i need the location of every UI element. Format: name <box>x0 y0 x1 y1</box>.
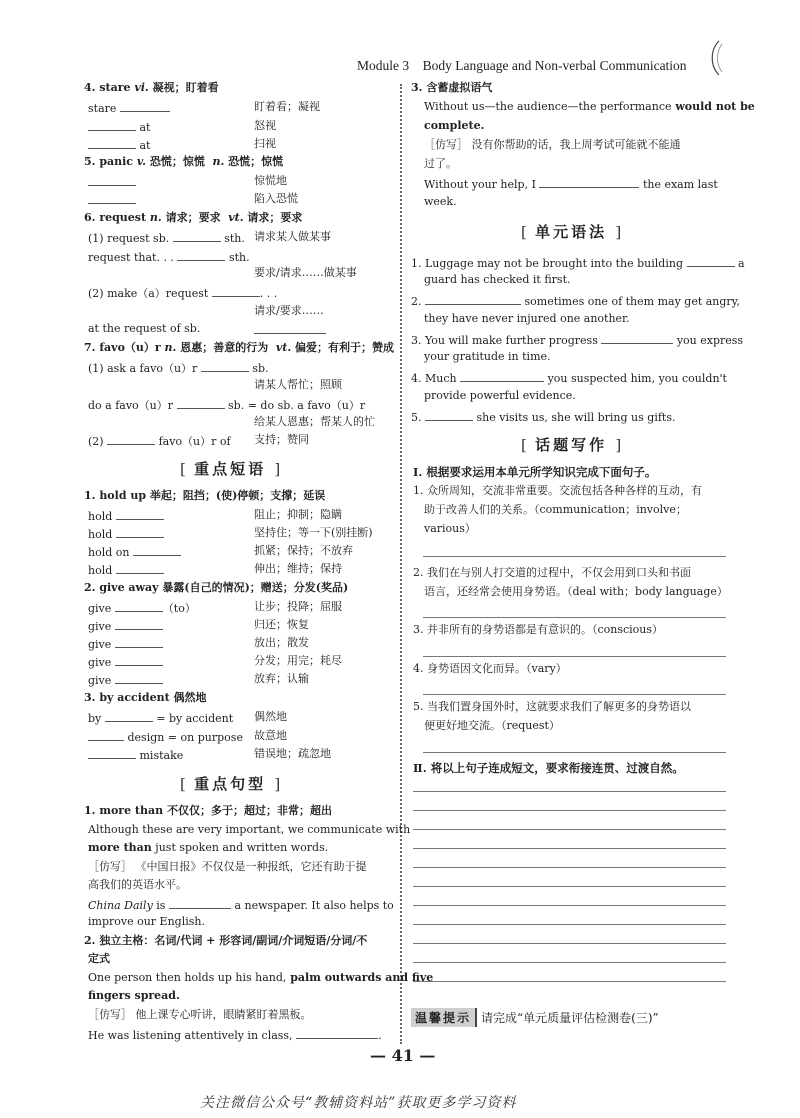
grammar-q3-line-1: 3. You will make further progress you express <box>411 334 744 347</box>
essay-line-9[interactable] <box>413 943 726 944</box>
essay-line-1[interactable] <box>413 791 726 792</box>
essay-line-5[interactable] <box>413 867 726 868</box>
favour-row-5-cn: 支持；赞同 <box>254 433 309 446</box>
blank[interactable] <box>460 370 544 382</box>
blank[interactable] <box>88 747 136 759</box>
blank[interactable] <box>133 544 181 556</box>
absolute-imitate-2: He was listening attentively in class, . <box>88 1029 382 1042</box>
entry-favour-title: 7. favo（u）r n. 恩惠；善意的行为 vt. 偏爱；有利于；赞成 <box>84 341 395 354</box>
grammar-q1-line-1: 1. Luggage may not be brought into the building a <box>411 257 745 270</box>
writing-q2-line-2: 语言，还经常会使用身势语。（deal with；body language） <box>424 585 728 598</box>
favour-row-2-cn: 请某人帮忙；照顾 <box>254 378 342 391</box>
hold-row-3: hold on <box>88 544 181 560</box>
essay-line-2[interactable] <box>413 810 726 811</box>
blank[interactable] <box>539 176 639 188</box>
request-row-1: (1) request sb. sth. <box>88 232 245 245</box>
writing-q5-line-2: 便更好地交流。（request） <box>424 719 560 732</box>
subj-line-2: complete. <box>424 119 485 132</box>
essay-line-7[interactable] <box>413 905 726 906</box>
answer-line-1[interactable] <box>423 556 726 557</box>
writing-q3: 3. 并非所有的身势语都是有意识的。（conscious） <box>413 623 664 636</box>
panic-row-1-cn: 惊慌地 <box>254 174 287 187</box>
hold-row-2-cn: 坚持住；等一下(别挂断) <box>254 526 373 539</box>
phrase-by-accident-title: 3. by accident 偶然地 <box>84 691 207 704</box>
request-row-4: (2) make（a）request . . . <box>88 287 278 300</box>
writing-q1-line-3: various） <box>424 522 476 535</box>
accident-row-1: by = by accident <box>88 712 234 725</box>
absolute-imitate-1: ［仿写］ 他上课专心听讲，眼睛紧盯着黑板。 <box>88 1008 312 1021</box>
absolute-line-1: One person then holds up his hand, palm outwards and five <box>88 971 434 984</box>
pattern-more-than-title: 1. more than 不仅仅；多于；超过；非常；超出 <box>84 804 332 817</box>
blank[interactable] <box>254 322 326 334</box>
reminder-label: 温馨提示 <box>411 1008 477 1027</box>
column-divider <box>400 84 402 1044</box>
give-row-2: give <box>88 618 163 634</box>
writing-q1-line-2: 助于改善人们的关系。（communication；involve； <box>424 503 687 516</box>
subj-imitate-1: ［仿写］ 没有你帮助的话，我上周考试可能就不能通 <box>424 138 681 151</box>
stare-row-3: at <box>88 137 150 153</box>
blank[interactable] <box>107 433 155 445</box>
more-than-imitate-2: 高我们的英语水平。 <box>88 878 187 891</box>
hold-row-4: hold <box>88 562 164 578</box>
blank[interactable] <box>115 618 163 630</box>
accident-row-3: mistake <box>88 747 183 763</box>
blank[interactable] <box>105 710 153 722</box>
writing-q5-line-1: 5. 当我们置身国外时，这就要求我们了解更多的身势语以 <box>413 700 691 713</box>
blank[interactable] <box>88 729 124 741</box>
accident-row-3-cn: 错误地；疏忽地 <box>254 747 331 760</box>
section-title-grammar: [ 单元语法 ] <box>521 223 622 241</box>
request-row-2: request that. . . sth. <box>88 251 250 264</box>
blank[interactable] <box>88 137 136 149</box>
blank[interactable] <box>169 897 231 909</box>
essay-line-11[interactable] <box>413 981 726 982</box>
answer-line-5[interactable] <box>423 752 726 753</box>
section-title-sentences: [ 重点句型 ] <box>180 775 281 793</box>
essay-line-4[interactable] <box>413 848 726 849</box>
hold-row-1: hold <box>88 508 164 524</box>
writing-q4: 4. 身势语因文化而异。（vary） <box>413 662 567 675</box>
writing-part-1-heading: Ⅰ. 根据要求运用本单元所学知识完成下面句子。 <box>413 465 657 479</box>
answer-line-3[interactable] <box>423 656 726 657</box>
pattern-absolute-title-2: 定式 <box>88 952 110 965</box>
blank[interactable] <box>201 360 249 372</box>
panic-row-1 <box>88 174 136 190</box>
request-row-6-blank <box>254 322 326 338</box>
blank[interactable] <box>601 332 673 344</box>
hold-row-2: hold <box>88 526 164 542</box>
give-row-3-cn: 放出；散发 <box>254 636 309 649</box>
blank[interactable] <box>116 562 164 574</box>
blank[interactable] <box>116 526 164 538</box>
header-bracket-decoration <box>708 40 724 76</box>
give-row-3: give <box>88 636 163 652</box>
favour-row-1: (1) ask a favo（u）r sb. <box>88 362 269 375</box>
section-title-phrases: [ 重点短语 ] <box>180 460 281 478</box>
grammar-q4-line-1: 4. Much you suspected him, you couldn't <box>411 372 727 385</box>
blank[interactable] <box>88 119 136 131</box>
writing-q1-line-1: 1. 众所周知，交流非常重要。交流包括各种各样的互动，有 <box>413 484 702 497</box>
footer-promo-text: 关注微信公众号“教辅资料站”获取更多学习资料 <box>200 1095 517 1111</box>
blank[interactable] <box>177 249 225 261</box>
hold-row-3-cn: 抓紧；保持；不放弃 <box>254 544 353 557</box>
reminder-note <box>411 1008 659 1027</box>
request-row-3-cn: 要求/请求……做某事 <box>254 266 357 279</box>
request-row-6: at the request of sb. <box>88 322 201 335</box>
answer-line-2[interactable] <box>423 617 726 618</box>
stare-row-2-cn: 怒视 <box>254 119 276 132</box>
hold-row-1-cn: 阻止；抑制；隐瞒 <box>254 508 342 521</box>
page-number: — 41 — <box>370 1046 436 1065</box>
stare-row-2: at <box>88 119 150 135</box>
blank[interactable] <box>120 100 170 112</box>
blank[interactable] <box>425 409 473 421</box>
give-row-1-cn: 让步；投降；屈服 <box>254 600 342 613</box>
more-than-imitate-3: China Daily is a newspaper. It also helps to <box>88 899 394 912</box>
more-than-imitate-4: improve our English. <box>88 915 205 928</box>
blank[interactable] <box>425 293 521 305</box>
answer-line-4[interactable] <box>423 694 726 695</box>
give-row-1: give （to） <box>88 602 196 615</box>
favour-row-5: (2) favo（u）r of <box>88 435 231 448</box>
phrase-hold-up-title: 1. hold up 举起；阻挡；(使)停顿；支撑；延误 <box>84 489 326 502</box>
blank[interactable] <box>88 174 136 186</box>
absolute-line-2: fingers spread. <box>88 989 180 1002</box>
stare-row-1: stare <box>88 100 170 116</box>
more-than-imitate-1: ［仿写］ 《中国日报》不仅仅是一种报纸，它还有助于提 <box>88 860 367 873</box>
writing-q2-line-1: 2. 我们在与别人打交道的过程中，不仅会用到口头和书面 <box>413 566 691 579</box>
essay-line-3[interactable] <box>413 829 726 830</box>
subj-imitate-2: 过了。 <box>424 157 457 170</box>
grammar-q4-line-2: provide powerful evidence. <box>424 389 576 402</box>
grammar-q2-line-2: they have never injured one another. <box>424 312 630 325</box>
request-row-5-cn: 请求/要求…… <box>254 304 324 317</box>
entry-request-title: 6. request n. 请求；要求 vt. 请求；要求 <box>84 211 303 224</box>
give-row-5: give <box>88 672 163 688</box>
phrase-give-away-title: 2. give away 暴露(自己的情况)；赠送；分发(奖品) <box>84 581 349 594</box>
module-title: Module 3 Body Language and Non-verbal Communication <box>357 58 687 73</box>
blank[interactable] <box>212 285 260 297</box>
favour-row-4-cn: 给某人恩惠；帮某人的忙 <box>254 415 375 428</box>
more-than-line-2: more than just spoken and written words. <box>88 841 329 854</box>
blank[interactable] <box>115 636 163 648</box>
entry-panic-title: 5. panic v. 恐慌；惊慌 n. 恐慌；惊慌 <box>84 155 284 168</box>
stare-row-1-cn: 盯着看；凝视 <box>254 100 320 113</box>
hold-row-4-cn: 伸出；维持；保持 <box>254 562 342 575</box>
give-row-5-cn: 放弃；认输 <box>254 672 309 685</box>
favour-row-3: do a favo（u）r sb. = do sb. a favo（u）r <box>88 399 366 412</box>
stare-row-3-cn: 扫视 <box>254 137 276 150</box>
blank[interactable] <box>115 654 163 666</box>
page-header <box>0 0 800 80</box>
essay-line-10[interactable] <box>413 962 726 963</box>
pattern-absolute-title: 2. 独立主格：名词/代词 + 形容词/副词/介词短语/分词/不 <box>84 934 368 947</box>
give-row-4-cn: 分发；用完；耗尽 <box>254 654 342 667</box>
panic-row-2-cn: 陷入恐慌 <box>254 192 298 205</box>
grammar-q5-line-1: 5. she visits us, she will bring us gifts. <box>411 411 676 424</box>
accident-row-2-cn: 故意地 <box>254 729 287 742</box>
blank[interactable] <box>177 397 225 409</box>
grammar-q3-line-2: your gratitude in time. <box>424 350 551 363</box>
blank[interactable] <box>687 255 735 267</box>
accident-row-1-cn: 偶然地 <box>254 710 287 723</box>
subj-imitate-3: Without your help, I the exam last <box>424 178 718 191</box>
subj-imitate-4: week. <box>424 195 457 208</box>
accident-row-2: design = on purpose <box>88 729 243 745</box>
blank[interactable] <box>115 672 163 684</box>
blank[interactable] <box>115 600 163 612</box>
give-row-4: give <box>88 654 163 670</box>
pattern-subjunctive-title: 3. 含蓄虚拟语气 <box>411 81 493 94</box>
give-row-2-cn: 归还；恢复 <box>254 618 309 631</box>
writing-part-2-heading: Ⅱ. 将以上句子连成短文，要求衔接连贯、过渡自然。 <box>413 761 684 775</box>
panic-row-2 <box>88 192 136 208</box>
blank[interactable] <box>88 192 136 204</box>
more-than-line-1: Although these are very important, we communicate with <box>88 823 411 836</box>
subj-line-1: Without us—the audience—the performance would not be <box>424 100 755 113</box>
blank[interactable] <box>296 1027 378 1039</box>
blank[interactable] <box>116 508 164 520</box>
section-title-writing: [ 话题写作 ] <box>521 436 622 454</box>
essay-line-6[interactable] <box>413 886 726 887</box>
grammar-q2-line-1: 2. sometimes one of them may get angry, <box>411 295 740 308</box>
reminder-text: 请完成“单元质量评估检测卷(三)” <box>481 1011 659 1025</box>
entry-stare-title: 4. stare vi. 凝视；盯着看 <box>84 81 219 94</box>
essay-line-8[interactable] <box>413 924 726 925</box>
grammar-q1-line-2: guard has checked it first. <box>424 273 571 286</box>
request-row-1-cn: 请求某人做某事 <box>254 230 331 243</box>
blank[interactable] <box>173 230 221 242</box>
